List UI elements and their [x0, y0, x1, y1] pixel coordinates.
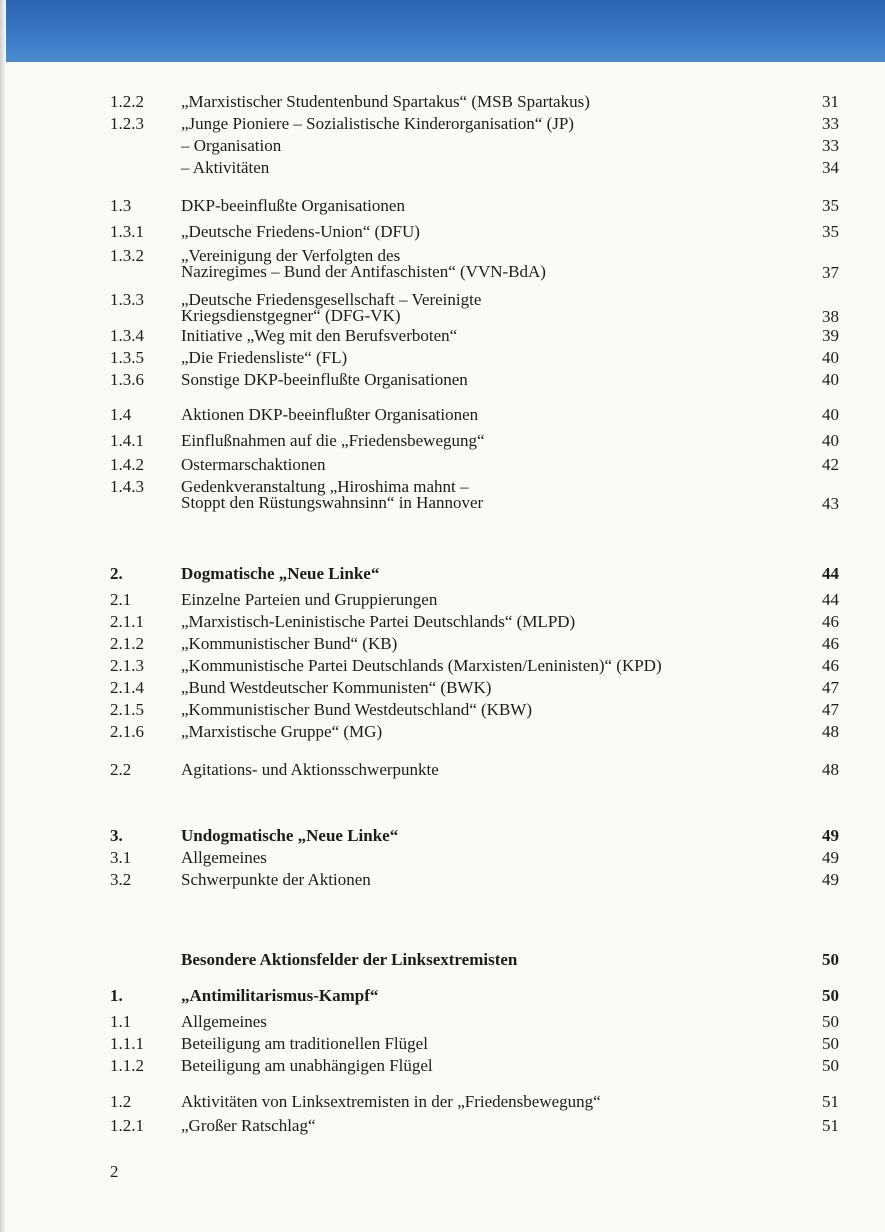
toc-entry-page: 40 — [822, 431, 839, 450]
toc-entry — [0, 700, 885, 720]
toc-entry — [0, 370, 885, 390]
toc-entry-title — [181, 370, 468, 390]
toc-entry-title-line-2: Stoppt den Rüstungswahnsinn“ in Hannover — [181, 493, 484, 512]
toc-entry-title — [181, 431, 485, 451]
toc-entry-number: 2.1.4 — [110, 678, 144, 697]
toc-entry-title — [181, 612, 575, 632]
toc-entry-title-line: „Kommunistischer Bund“ (KB) — [181, 634, 398, 653]
toc-entry-title-line: Allgemeines — [181, 848, 267, 867]
toc-entry-title-line: Aktionen DKP-beeinflußter Organisationen — [181, 405, 479, 424]
toc-entry-page: 42 — [822, 455, 839, 474]
scan-header-band — [0, 0, 885, 62]
toc-entry-title-line: Beteiligung am unabhängigen Flügel — [181, 1056, 433, 1075]
toc-entry-number: 2.2 — [110, 760, 132, 779]
toc-entry-title-line: DKP-beeinflußte Organisationen — [181, 196, 405, 215]
toc-entry — [0, 1116, 885, 1136]
toc-entry-number: 1.2.3 — [110, 114, 144, 133]
toc-entry-title — [181, 348, 347, 368]
toc-entry-title-line: Dogmatische „Neue Linke“ — [181, 564, 380, 583]
toc-entry — [0, 950, 885, 970]
toc-entry-page: 51 — [822, 1092, 839, 1111]
toc-entry-title — [181, 477, 483, 511]
toc-entry — [0, 1034, 885, 1054]
toc-entry-title-line-2: Naziregimes – Bund der Antifaschisten“ (VVN-BdA) — [181, 262, 546, 281]
toc-entry-title-line: „Junge Pioniere – Sozialistische Kinderorganisation“ (JP) — [181, 114, 574, 133]
toc-entry-page: 46 — [822, 634, 839, 653]
toc-entry — [0, 656, 885, 676]
toc-entry — [0, 136, 885, 156]
toc-entry-page: 37 — [822, 263, 839, 282]
toc-entry-number: 1.4.2 — [110, 455, 144, 474]
toc-entry-title-line: „Die Friedensliste“ (FL) — [181, 348, 348, 367]
toc-entry-page: 44 — [822, 590, 839, 609]
toc-entry-number: 2.1 — [110, 590, 132, 609]
toc-entry — [0, 405, 885, 425]
toc-entry-title-line: „Bund Westdeutscher Kommunisten“ (BWK) — [181, 678, 492, 697]
toc-entry-title-line: „Marxistische Gruppe“ (MG) — [181, 722, 383, 741]
page-number: 2 — [110, 1162, 119, 1181]
toc-entry-page: 50 — [822, 1012, 839, 1031]
toc-entry-number: 2.1.6 — [110, 722, 144, 741]
toc-entry-title-line: Initiative „Weg mit den Berufsverboten“ — [181, 326, 458, 345]
toc-entry-title — [181, 455, 325, 475]
toc-entry-title-line: Einflußnahmen auf die „Friedensbewegung“ — [181, 431, 485, 450]
toc-entry-number: 1.4 — [110, 405, 132, 424]
toc-entry — [0, 760, 885, 780]
toc-entry-title — [181, 1092, 601, 1112]
toc-entry-title-line: Agitations- und Aktionsschwerpunkte — [181, 760, 439, 779]
toc-entry-title — [181, 1116, 316, 1136]
toc-entry-title-line: „Großer Ratschlag“ — [181, 1116, 316, 1135]
toc-entry-page: 50 — [822, 1034, 839, 1053]
toc-entry-title-line: „Kommunistische Partei Deutschlands (Marxisten/Leninisten)“ (KPD) — [181, 656, 662, 675]
toc-entry-title-line: Schwerpunkte der Aktionen — [181, 870, 371, 889]
toc-entry-page: 40 — [822, 405, 839, 424]
toc-entry-title — [181, 290, 481, 324]
toc-entry — [0, 196, 885, 216]
toc-entry-title — [181, 1034, 428, 1054]
toc-entry-title — [181, 196, 405, 216]
toc-entry-title-line: Sonstige DKP-beeinflußte Organisationen — [181, 370, 468, 389]
toc-entry-title — [181, 158, 269, 178]
toc-entry — [0, 678, 885, 698]
toc-entry-page: 46 — [822, 612, 839, 631]
toc-entry-title-line: „Marxistisch-Leninistische Partei Deutschlands“ (MLPD) — [181, 612, 576, 631]
toc-entry-title — [181, 246, 546, 280]
toc-entry-title — [181, 1012, 267, 1032]
toc-entry-title-line: Besondere Aktionsfelder der Linksextremisten — [181, 950, 518, 969]
toc-entry-page: 50 — [822, 950, 839, 969]
toc-entry-title-line: Gedenkveranstaltung „Hiroshima mahnt – — [181, 477, 469, 496]
toc-entry-number: 1.1 — [110, 1012, 132, 1031]
toc-entry — [0, 564, 885, 584]
toc-entry-title-line: Einzelne Parteien und Gruppierungen — [181, 590, 438, 609]
toc-entry — [0, 590, 885, 610]
toc-entry-title — [181, 590, 437, 610]
toc-entry-number: 1.3.4 — [110, 326, 144, 345]
toc-entry — [0, 612, 885, 632]
toc-entry-page: 49 — [822, 826, 839, 845]
toc-entry-page: 50 — [822, 986, 839, 1005]
toc-entry-page: 47 — [822, 700, 839, 719]
toc-entry-number: 1.2.2 — [110, 92, 144, 111]
toc-entry-title — [181, 1056, 433, 1076]
toc-entry-title-line: Allgemeines — [181, 1012, 267, 1031]
toc-entry-title — [181, 700, 532, 720]
toc-entry-number: 1.3 — [110, 196, 132, 215]
toc-entry-page: 51 — [822, 1116, 839, 1135]
toc-entry-page: 33 — [822, 114, 839, 133]
toc-entry-page: 35 — [822, 222, 839, 241]
toc-entry-title — [181, 678, 491, 698]
toc-entry — [0, 114, 885, 134]
toc-entry-number: 2.1.5 — [110, 700, 144, 719]
toc-entry-page: 48 — [822, 722, 839, 741]
toc-entry — [0, 722, 885, 742]
toc-entry-title — [181, 405, 478, 425]
toc-entry — [0, 326, 885, 346]
toc-entry-number: 1.3.2 — [110, 246, 144, 265]
toc-entry — [0, 290, 885, 326]
toc-entry-title-line: Undogmatische „Neue Linke“ — [181, 826, 399, 845]
toc-entry-page: 31 — [822, 92, 839, 111]
toc-entry-page: 49 — [822, 870, 839, 889]
toc-entry — [0, 431, 885, 451]
toc-entry-page: 35 — [822, 196, 839, 215]
toc-entry-number: 1.3.6 — [110, 370, 144, 389]
toc-entry-title — [181, 656, 662, 676]
toc-entry-number: 3.1 — [110, 848, 132, 867]
toc-entry — [0, 92, 885, 112]
toc-entry — [0, 634, 885, 654]
toc-entry-title — [181, 950, 517, 970]
toc-entry-title — [181, 826, 398, 846]
toc-entry-number: 2. — [110, 564, 123, 583]
toc-entry — [0, 477, 885, 513]
toc-entry-title — [181, 136, 281, 156]
toc-entry — [0, 222, 885, 242]
toc-entry-title — [181, 222, 420, 242]
toc-entry-title — [181, 114, 574, 134]
toc-entry-page: 46 — [822, 656, 839, 675]
toc-entry-title — [181, 722, 382, 742]
toc-entry-page: 33 — [822, 136, 839, 155]
toc-entry — [0, 870, 885, 890]
toc-entry-number: 2.1.2 — [110, 634, 144, 653]
toc-entry-title — [181, 564, 379, 584]
toc-entry-title-line: „Antimilitarismus-Kampf“ — [181, 986, 379, 1005]
toc-entry-page: 49 — [822, 848, 839, 867]
toc-entry-number: 3.2 — [110, 870, 132, 889]
toc-entry-number: 1.3.3 — [110, 290, 144, 309]
toc-entry-number: 1.3.1 — [110, 222, 144, 241]
toc-entry-number: 1.2 — [110, 1092, 132, 1111]
toc-entry-title — [181, 760, 439, 780]
toc-entry-page: 34 — [822, 158, 839, 177]
toc-entry-title-line: Ostermarschaktionen — [181, 455, 326, 474]
toc-entry-page: 40 — [822, 370, 839, 389]
toc-entry-number: 2.1.3 — [110, 656, 144, 675]
toc-entry — [0, 1056, 885, 1076]
toc-entry-page: 44 — [822, 564, 839, 583]
toc-entry — [0, 246, 885, 282]
toc-entry-number: 1.1.2 — [110, 1056, 144, 1075]
toc-entry-page: 47 — [822, 678, 839, 697]
toc-entry-title-line: – Aktivitäten — [181, 158, 270, 177]
toc-entry-page: 38 — [822, 307, 839, 326]
toc-entry-number: 3. — [110, 826, 123, 845]
toc-entry-title-line: „Deutsche Friedens-Union“ (DFU) — [181, 222, 420, 241]
toc-entry-page: 48 — [822, 760, 839, 779]
toc-entry-number: 1.4.3 — [110, 477, 144, 496]
toc-entry — [0, 455, 885, 475]
toc-entry-title — [181, 634, 397, 654]
toc-entry — [0, 826, 885, 846]
toc-entry — [0, 158, 885, 178]
toc-entry-number: 1. — [110, 986, 123, 1005]
toc-entry — [0, 1012, 885, 1032]
toc-entry-number: 1.4.1 — [110, 431, 144, 450]
toc-entry-page: 40 — [822, 348, 839, 367]
toc-entry-title-line: Aktivitäten von Linksextremisten in der „Friedensbewegung“ — [181, 1092, 601, 1111]
toc-entry-title — [181, 92, 590, 112]
toc-entry-title — [181, 986, 378, 1006]
toc-entry-title — [181, 848, 267, 868]
toc-entry-title-line: „Vereinigung der Verfolgten des — [181, 246, 401, 265]
toc-entry-number: 1.1.1 — [110, 1034, 144, 1053]
toc-entry-number: 1.3.5 — [110, 348, 144, 367]
toc-entry-title-line: Beteiligung am traditionellen Flügel — [181, 1034, 428, 1053]
toc-entry-title-line: „Deutsche Friedensgesellschaft – Vereinigte — [181, 290, 482, 309]
toc-entry-title-line: „Kommunistischer Bund Westdeutschland“ (KBW) — [181, 700, 532, 719]
toc-entry-number: 2.1.1 — [110, 612, 144, 631]
toc-entry-title — [181, 870, 371, 890]
toc-entry-title-line-2: Kriegsdienstgegner“ (DFG-VK) — [181, 306, 401, 325]
toc-entry-page: 50 — [822, 1056, 839, 1075]
toc-entry-number: 1.2.1 — [110, 1116, 144, 1135]
toc-entry — [0, 348, 885, 368]
toc-entry-title-line: „Marxistischer Studentenbund Spartakus“ (MSB Spartakus) — [181, 92, 590, 111]
toc-entry-title — [181, 326, 457, 346]
toc-entry — [0, 986, 885, 1006]
toc-entry-page: 39 — [822, 326, 839, 345]
toc-entry — [0, 1092, 885, 1112]
toc-entry-page: 43 — [822, 494, 839, 513]
toc-entry — [0, 848, 885, 868]
toc-entry-title-line: – Organisation — [181, 136, 282, 155]
